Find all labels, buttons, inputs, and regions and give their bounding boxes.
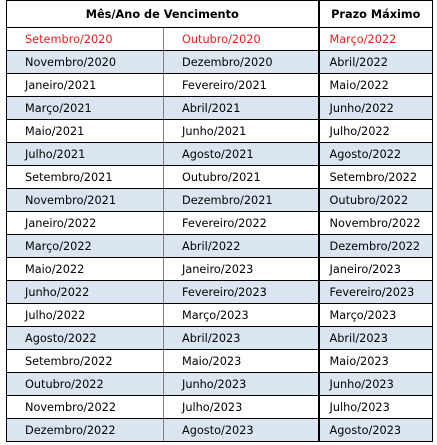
vencimento-cell: Julho/2022 [7,304,164,327]
vencimento-cell: Fevereiro/2023 [164,281,319,304]
vencimento-cell: Novembro/2021 [7,189,164,212]
table-row [7,350,433,373]
vencimento-cell: Abril/2023 [164,327,319,350]
table-row [7,97,433,120]
prazo-maximo-cell: Setembro/2022 [319,166,433,189]
table-row [7,281,433,304]
prazo-maximo-cell: Julho/2023 [319,396,433,419]
table-row [7,373,433,396]
vencimento-cell: Janeiro/2023 [164,258,319,281]
table-row [7,212,433,235]
table-row [7,120,433,143]
vencimento-cell: Abril/2022 [164,235,319,258]
prazo-maximo-cell: Fevereiro/2023 [319,281,433,304]
vencimento-cell: Fevereiro/2022 [164,212,319,235]
table-row [7,143,433,166]
table-row [7,51,433,74]
vencimento-cell: Outubro/2022 [7,373,164,396]
table-row [7,235,433,258]
prazo-maximo-cell: Agosto/2022 [319,143,433,166]
vencimento-cell: Outubro/2021 [164,166,319,189]
table-row [7,304,433,327]
prazo-maximo-cell: Novembro/2022 [319,212,433,235]
prazo-maximo-cell: Agosto/2023 [319,419,433,442]
vencimento-cell: Setembro/2021 [7,166,164,189]
table-row [7,327,433,350]
vencimento-cell: Maio/2022 [7,258,164,281]
vencimento-cell: Fevereiro/2021 [164,74,319,97]
vencimento-cell: Maio/2023 [164,350,319,373]
vencimento-cell: Junho/2022 [7,281,164,304]
vencimento-cell: Junho/2023 [164,373,319,396]
prazo-maximo-cell: Janeiro/2023 [319,258,433,281]
prazo-maximo-cell: Dezembro/2022 [319,235,433,258]
prazo-maximo-cell: Maio/2022 [319,74,433,97]
prazo-maximo-cell: Abril/2022 [319,51,433,74]
vencimento-cell: Março/2022 [7,235,164,258]
table-row [7,419,433,442]
table-header-row [7,1,433,28]
vencimento-cell: Julho/2021 [7,143,164,166]
table-row [7,396,433,419]
vencimento-cell: Dezembro/2021 [164,189,319,212]
vencimento-cell: Junho/2021 [164,120,319,143]
vencimento-cell: Abril/2021 [164,97,319,120]
header-vencimento: Mês/Ano de Vencimento [7,1,319,28]
vencimento-cell: Outubro/2020 [164,28,319,51]
prazo-maximo-cell: Maio/2023 [319,350,433,373]
table-row [7,189,433,212]
header-prazo-maximo: Prazo Máximo [319,1,433,28]
table-row [7,166,433,189]
prazo-maximo-cell: Junho/2022 [319,97,433,120]
prazo-maximo-cell: Outubro/2022 [319,189,433,212]
prazo-maximo-cell: Março/2022 [319,28,433,51]
vencimento-cell: Agosto/2023 [164,419,319,442]
vencimento-cell: Dezembro/2022 [7,419,164,442]
prazo-maximo-cell: Março/2023 [319,304,433,327]
vencimento-cell: Março/2023 [164,304,319,327]
table-row [7,28,433,51]
vencimento-cell: Novembro/2022 [7,396,164,419]
vencimento-cell: Janeiro/2022 [7,212,164,235]
vencimento-cell: Agosto/2021 [164,143,319,166]
vencimento-cell: Dezembro/2020 [164,51,319,74]
prazo-maximo-cell: Junho/2023 [319,373,433,396]
vencimento-table [6,0,433,442]
vencimento-cell: Novembro/2020 [7,51,164,74]
vencimento-cell: Maio/2021 [7,120,164,143]
prazo-maximo-cell: Julho/2022 [319,120,433,143]
vencimento-cell: Julho/2023 [164,396,319,419]
prazo-maximo-cell: Abril/2023 [319,327,433,350]
vencimento-cell: Março/2021 [7,97,164,120]
table-row [7,74,433,97]
vencimento-cell: Agosto/2022 [7,327,164,350]
vencimento-cell: Setembro/2020 [7,28,164,51]
vencimento-cell: Janeiro/2021 [7,74,164,97]
vencimento-cell: Setembro/2022 [7,350,164,373]
table-row [7,258,433,281]
table-body [7,28,433,442]
